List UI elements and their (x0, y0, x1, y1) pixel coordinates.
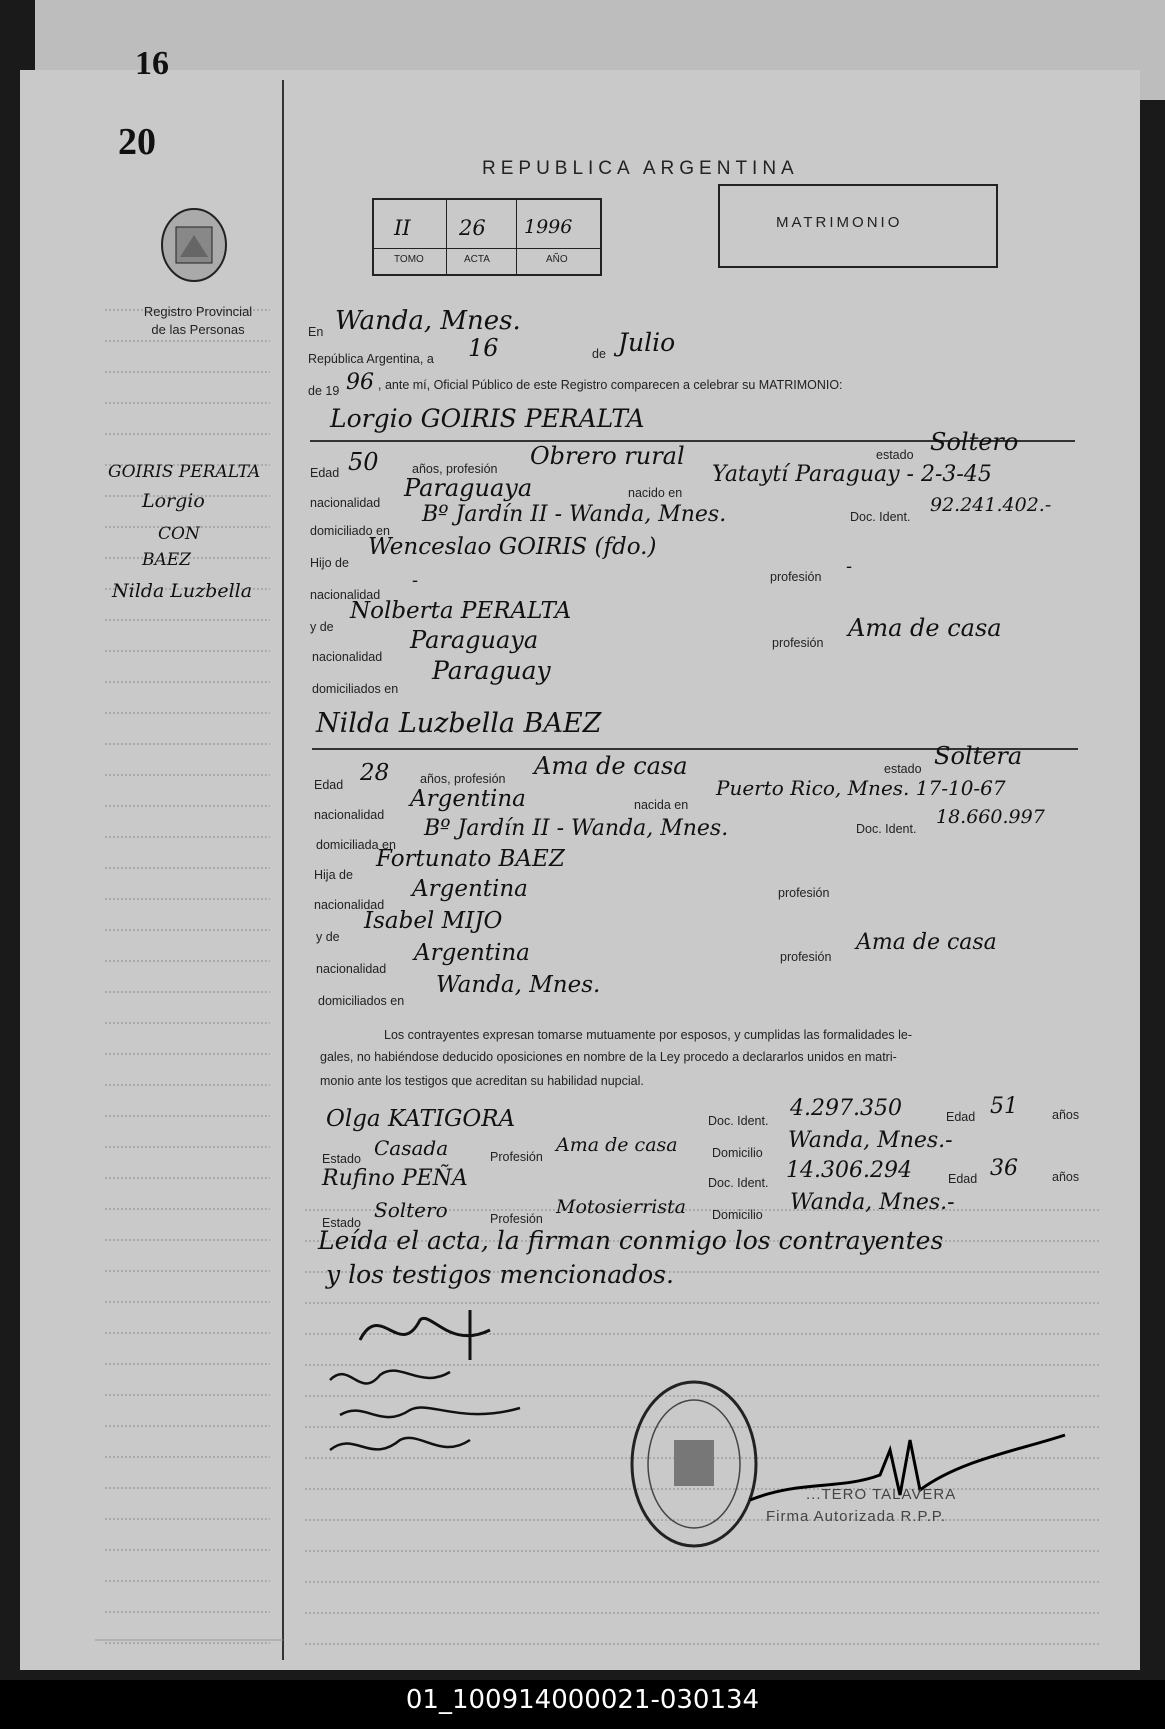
country-title: REPUBLICA ARGENTINA (482, 158, 799, 179)
record-box (372, 198, 602, 276)
witness2-doc: 14.306.294 (786, 1158, 912, 1183)
bride-nationality-label: nacionalidad (314, 808, 385, 822)
bride-mother-profession: Ama de casa (856, 930, 997, 955)
witness2-profession: Motosierrista (556, 1196, 686, 1218)
margin-note-bride-given: Nilda Luzbella (112, 580, 253, 602)
intro-day: 16 (468, 334, 499, 362)
witness1-age-label: Edad (946, 1110, 976, 1124)
bride-name: Nilda Luzbella BAEZ (316, 708, 602, 739)
groom-domicile-label: domiciliado en (310, 524, 390, 538)
groom-status: Soltero (930, 428, 1019, 456)
footer-bar (0, 1680, 1165, 1729)
groom-mother-label: y de (310, 620, 334, 634)
year-prefix: de 19 (308, 384, 340, 398)
bride-parents-domicile: Wanda, Mnes. (436, 972, 601, 998)
registry-line1: Registro Provincial (143, 304, 253, 319)
witness1-profession-label: Profesión (490, 1150, 543, 1164)
en-label: En (308, 325, 324, 339)
page-number-top: 16 (135, 45, 169, 82)
bride-status: Soltera (934, 742, 1023, 770)
groom-status-label: estado (876, 448, 914, 462)
witness2-name: Rufino PEÑA (322, 1166, 468, 1191)
legal-line-2: gales, no habiéndose deducido oposiciones en nombre de la Ley procedo a declararlos unidos en matri- (320, 1050, 897, 1064)
bride-birthplace-label: nacida en (634, 798, 689, 812)
groom-parents-domicile: Paraguay (432, 656, 551, 685)
acta-value: 26 (459, 216, 486, 240)
groom-profession: Obrero rural (530, 442, 685, 470)
bride-father: Fortunato BAEZ (376, 846, 565, 872)
act-type: MATRIMONIO (776, 214, 903, 231)
witness2-profession-label: Profesión (490, 1212, 543, 1226)
ano-label: AÑO (546, 254, 568, 265)
witness1-name: Olga KATIGORA (326, 1106, 516, 1132)
witness1-domicile: Wanda, Mnes.- (788, 1128, 953, 1153)
groom-parents-domicile-label: domiciliados en (312, 682, 399, 696)
witness1-doc: 4.297.350 (790, 1096, 902, 1121)
groom-mother-nationality: Paraguaya (410, 626, 539, 654)
groom-nationality: Paraguaya (404, 474, 533, 502)
groom-signature (360, 1310, 490, 1360)
groom-birthplace: Yataytí Paraguay - 2-3-45 (712, 462, 992, 487)
groom-father: Wenceslao GOIRIS (fdo.) (368, 534, 657, 560)
bride-nationality: Argentina (410, 786, 526, 812)
legal-line-3: monio ante los testigos que acreditan su habilidad nupcial. (320, 1074, 644, 1088)
witness1-signature (340, 1408, 520, 1418)
groom-name: Lorgio GOIRIS PERALTA (330, 404, 645, 433)
groom-doc-label: Doc. Ident. (850, 510, 911, 524)
year-suffix: 96 (346, 370, 374, 395)
witness2-status: Soltero (374, 1198, 448, 1222)
groom-mother-profession-label: profesión (772, 636, 824, 650)
witness2-age-label: Edad (948, 1172, 978, 1186)
de-label: de (592, 347, 606, 361)
witness1-doc-label: Doc. Ident. (708, 1114, 769, 1128)
witness1-profession: Ama de casa (556, 1134, 678, 1156)
groom-domicile: Bº Jardín II - Wanda, Mnes. (422, 502, 727, 527)
tomo-value: II (394, 216, 411, 240)
intro-month: Julio (618, 328, 676, 357)
witness1-years-label: años (1052, 1108, 1080, 1122)
groom-doc: 92.241.402.- (930, 494, 1052, 516)
groom-father-nationality-label: nacionalidad (310, 588, 381, 602)
bride-mother-nationality-label: nacionalidad (316, 962, 387, 976)
bride-age-label: Edad (314, 778, 344, 792)
bride-doc-label: Doc. Ident. (856, 822, 917, 836)
margin-note-con: CON (158, 524, 200, 544)
margin-note-given: Lorgio (142, 490, 205, 512)
witness1-status-label: Estado (322, 1152, 361, 1166)
witness2-years-label: años (1052, 1170, 1080, 1184)
bride-profession: Ama de casa (534, 752, 688, 780)
folio-number: 20 (118, 121, 156, 163)
margin-note-surname: GOIRIS PERALTA (108, 462, 261, 482)
bride-mother-label: y de (316, 930, 340, 944)
act-type-box (718, 184, 998, 268)
groom-mother-nationality-label: nacionalidad (312, 650, 383, 664)
bride-father-nationality-label: nacionalidad (314, 898, 385, 912)
groom-mother: Nolberta PERALTA (350, 598, 572, 624)
closing-line-1: Leída el acta, la firman conmigo los contrayentes (318, 1226, 944, 1255)
tomo-label: TOMO (394, 254, 424, 265)
witness1-domicile-label: Domicilio (712, 1146, 763, 1160)
witness2-age: 36 (990, 1156, 1018, 1181)
witness2-signature (330, 1438, 470, 1450)
bride-mother: Isabel MIJO (364, 908, 503, 934)
acta-label: ACTA (464, 254, 490, 265)
bride-signature (330, 1371, 450, 1384)
footer-id: 01_100914000021-030134 (405, 1685, 760, 1715)
groom-father-profession: - (846, 556, 853, 577)
closing-line-2: y los testigos mencionados. (326, 1260, 674, 1289)
groom-age: 50 (348, 448, 379, 476)
signatures (320, 1290, 540, 1470)
bride-mother-nationality: Argentina (414, 940, 530, 966)
groom-mother-profession: Ama de casa (848, 614, 1002, 642)
republic-label: República Argentina, a (308, 352, 434, 366)
groom-age-label: Edad (310, 466, 340, 480)
witness2-status-label: Estado (322, 1216, 361, 1230)
bride-domicile-label: domiciliada en (316, 838, 396, 852)
official-signature (740, 1420, 1070, 1520)
groom-father-label: Hijo de (310, 556, 349, 570)
groom-profession-label: años, profesión (412, 462, 498, 476)
official-name: ...TERO TALAVERA (806, 1486, 957, 1503)
bride-father-label: Hija de (314, 868, 353, 882)
groom-father-nationality: - (412, 570, 419, 591)
groom-birthplace-label: nacido en (628, 486, 683, 500)
bride-domicile: Bº Jardín II - Wanda, Mnes. (424, 816, 729, 841)
bride-doc: 18.660.997 (936, 806, 1045, 828)
bride-profession-label: años, profesión (420, 772, 506, 786)
ano-value: 1996 (524, 216, 573, 238)
crest-icon (158, 205, 230, 287)
legal-line-1: Los contrayentes expresan tomarse mutuamente por esposos, y cumplidas las formalidades le- (384, 1028, 913, 1042)
witness2-domicile-label: Domicilio (712, 1208, 763, 1222)
registry-line2: de las Personas (151, 322, 245, 337)
bride-status-label: estado (884, 762, 922, 776)
provincial-crest (158, 205, 230, 292)
intro-place: Wanda, Mnes. (335, 306, 521, 336)
groom-nationality-label: nacionalidad (310, 496, 381, 510)
bride-mother-profession-label: profesión (780, 950, 832, 964)
bride-age: 28 (360, 760, 390, 786)
witness2-domicile: Wanda, Mnes.- (790, 1190, 955, 1215)
bride-parents-domicile-label: domiciliados en (318, 994, 405, 1008)
margin-note-bride-surname: BAEZ (142, 550, 191, 570)
bride-father-nationality: Argentina (412, 876, 528, 902)
witness1-status: Casada (374, 1136, 449, 1160)
witness2-doc-label: Doc. Ident. (708, 1176, 769, 1190)
official-title: Firma Autorizada R.P.P. (766, 1508, 947, 1525)
groom-father-profession-label: profesión (770, 570, 822, 584)
bride-father-profession-label: profesión (778, 886, 830, 900)
intro-statement: , ante mí, Oficial Público de este Registro comparecen a celebrar su MATRIMONIO: (378, 378, 843, 392)
witness1-age: 51 (990, 1094, 1018, 1119)
bride-birthplace: Puerto Rico, Mnes. 17-10-67 (716, 776, 1006, 800)
